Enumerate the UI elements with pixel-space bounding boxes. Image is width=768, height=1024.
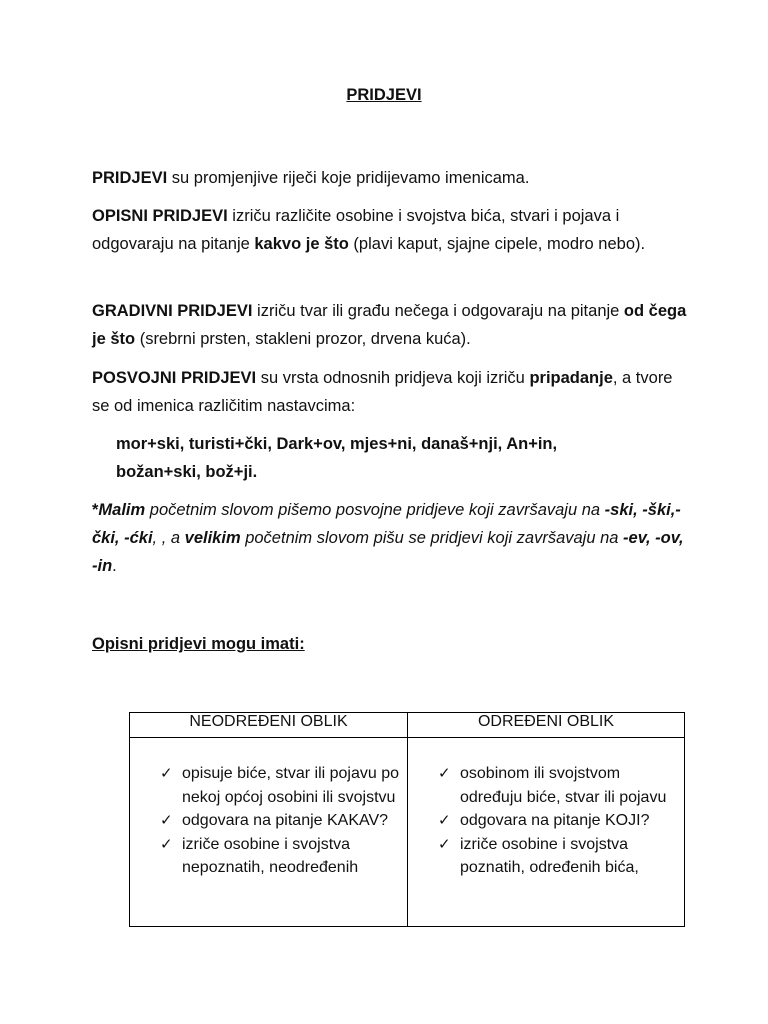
note-malim: Malim xyxy=(98,501,146,519)
check-icon: ✓ xyxy=(438,765,451,782)
opisni-term: OPISNI PRIDJEVI xyxy=(92,207,228,225)
neodredjeni-list xyxy=(162,762,403,880)
list-item: ✓ izriče osobine i svojstva nepoznatih, neodređenih xyxy=(162,833,403,880)
list-item: ✓ opisuje biće, stvar ili pojavu po nekoj općoj osobini ili svojstvu xyxy=(162,762,403,809)
gradivni-text-1: izriču tvar ili građu nečega i odgovaraju na pitanje xyxy=(252,302,624,320)
check-icon: ✓ xyxy=(160,812,173,829)
note-endings-1: -ski, -ški,-čki, -ćki xyxy=(92,501,681,547)
check-icon: ✓ xyxy=(160,835,173,853)
posvojni-text-2: , a tvore se od imenica različitim nastavcima: xyxy=(92,369,673,415)
list-item: ✓ odgovara na pitanje KOJI? xyxy=(440,809,680,833)
gradivni-text-2: (srebrni prsten, stakleni prozor, drvena kuća). xyxy=(135,330,471,348)
check-icon: ✓ xyxy=(438,812,451,829)
note-text-2: , , a xyxy=(152,529,185,547)
examples-line-1: mor+ski, turisti+čki, Dark+ov, mjes+ni, današ+nji, An+in, xyxy=(116,435,558,453)
note-star: * xyxy=(92,501,99,519)
list-item: ✓ odgovara na pitanje KAKAV? xyxy=(162,809,403,833)
opisni-paragraph xyxy=(92,202,692,258)
opisni-text-2: (plavi kaput, sjajne cipele, modro nebo). xyxy=(348,235,646,253)
note-text-4: . xyxy=(112,557,117,575)
note-text-3: početnim slovom pišu se pridjevi koji završavaju na xyxy=(240,529,624,547)
note-velikim: velikim xyxy=(184,529,241,547)
header-neodredjeni: NEODREĐENI OBLIK xyxy=(130,713,408,738)
odredjeni-list xyxy=(440,762,680,880)
examples-block xyxy=(116,430,696,486)
gradivni-question: od čega je što xyxy=(92,302,687,348)
forms-table xyxy=(129,712,685,927)
posvojni-term: POSVOJNI PRIDJEVI xyxy=(92,369,257,387)
note-paragraph xyxy=(92,496,690,580)
page-title: PRIDJEVI xyxy=(346,86,422,104)
column-odredjeni xyxy=(408,738,685,927)
note-text-1: početnim slovom pišemo posvojne pridjeve koji završavaju na xyxy=(145,501,605,519)
check-icon: ✓ xyxy=(160,765,173,782)
posvojni-emph: pripadanje xyxy=(529,369,613,387)
opisni-text-1: izriču različite osobine i svojstva bića, stvari i pojava i odgovaraju na pitanje xyxy=(92,207,620,253)
check-icon: ✓ xyxy=(438,835,451,853)
header-odredjeni: ODREĐENI OBLIK xyxy=(408,713,685,738)
posvojni-paragraph xyxy=(92,364,692,420)
intro-term: PRIDJEVI xyxy=(92,169,168,187)
gradivni-paragraph xyxy=(92,297,692,353)
list-item: ✓ osobinom ili svojstvom određuju biće, stvar ili pojavu xyxy=(440,762,680,809)
intro-paragraph xyxy=(92,164,692,192)
note-endings-2: -ev, -ov, -in xyxy=(92,529,684,575)
intro-text: su promjenjive riječi koje pridijevamo imenicama. xyxy=(167,169,530,187)
column-neodredjeni xyxy=(130,738,408,927)
opisni-question: kakvo je što xyxy=(254,235,349,253)
section-title: Opisni pridjevi mogu imati: xyxy=(92,635,305,653)
list-item: ✓ izriče osobine i svojstva poznatih, određenih bića, xyxy=(440,833,680,880)
posvojni-text-1: su vrsta odnosnih pridjeva koji izriču xyxy=(256,369,530,387)
examples-line-2: božan+ski, bož+ji. xyxy=(116,463,258,481)
gradivni-term: GRADIVNI PRIDJEVI xyxy=(92,302,253,320)
